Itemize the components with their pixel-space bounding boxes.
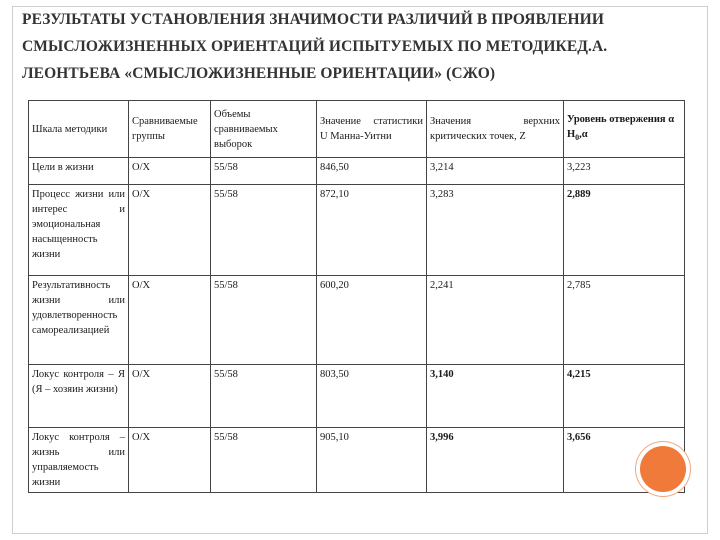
cell-scale: Процесс жизни или интерес и эмоциональная насыщенность жизни (29, 185, 129, 276)
header-scale: Шкала методики (29, 101, 129, 158)
cell-groups: О/Х (129, 428, 211, 493)
header-volumes: Объемы сравниваемых выборок (211, 101, 317, 158)
cell-z: 3,996 (427, 428, 564, 493)
cell-alpha: 2,889 (564, 185, 685, 276)
slide-title: РЕЗУЛЬТАТЫ УСТАНОВЛЕНИЯ ЗНАЧИМОСТИ РАЗЛИЧИЙ В ПРОЯВЛЕНИИ СМЫСЛОЖИЗНЕННЫХ ОРИЕНТАЦИЙ ИСПЫТУЕМЫХ ПО МЕТОДИКЕД.А. ЛЕОНТЬЕВА «СМЫСЛОЖИЗНЕННЫЕ ОРИЕНТАЦИИ» (СЖО) (22, 11, 608, 82)
cell-volumes: 55/58 (211, 365, 317, 428)
cell-scale: Результативность жизни или удовлетворенность самореализацией (29, 276, 129, 365)
table-row (29, 276, 685, 365)
cell-groups: О/Х (129, 158, 211, 185)
table-row (29, 158, 685, 185)
table-row (29, 365, 685, 428)
header-level: Уровень отвержения α $H_0,\alpha$ (564, 101, 685, 158)
cell-z: 3,214 (427, 158, 564, 185)
cell-alpha: 3,223 (564, 158, 685, 185)
table-row (29, 185, 685, 276)
cell-scale: Локус контроля – Я (Я – хозяин жизни) (29, 365, 129, 428)
cell-groups: О/Х (129, 365, 211, 428)
cell-groups: О/Х (129, 185, 211, 276)
table-header-row (29, 101, 685, 158)
cell-z: 3,283 (427, 185, 564, 276)
decorative-circle (640, 446, 686, 492)
cell-volumes: 55/58 (211, 185, 317, 276)
cell-groups: О/Х (129, 276, 211, 365)
cell-z: 3,140 (427, 365, 564, 428)
cell-volumes: 55/58 (211, 428, 317, 493)
header-u-value: Значение статистики U Манна-Уитни (317, 101, 427, 158)
header-critical: Значения верхних критических точек, Z (427, 101, 564, 158)
cell-u: 803,50 (317, 365, 427, 428)
cell-scale: Цели в жизни (29, 158, 129, 185)
cell-scale: Локус контроля – жизнь или управляемость жизни (29, 428, 129, 493)
results-table (28, 100, 685, 493)
cell-volumes: 55/58 (211, 158, 317, 185)
table-row (29, 428, 685, 493)
cell-u: 905,10 (317, 428, 427, 493)
cell-alpha: 3,656 (564, 428, 685, 493)
cell-alpha: 4,215 (564, 365, 685, 428)
cell-u: 872,10 (317, 185, 427, 276)
cell-u: 600,20 (317, 276, 427, 365)
cell-u: 846,50 (317, 158, 427, 185)
header-groups: Сравниваемые группы (129, 101, 211, 158)
cell-alpha: 2,785 (564, 276, 685, 365)
cell-z: 2,241 (427, 276, 564, 365)
cell-volumes: 55/58 (211, 276, 317, 365)
